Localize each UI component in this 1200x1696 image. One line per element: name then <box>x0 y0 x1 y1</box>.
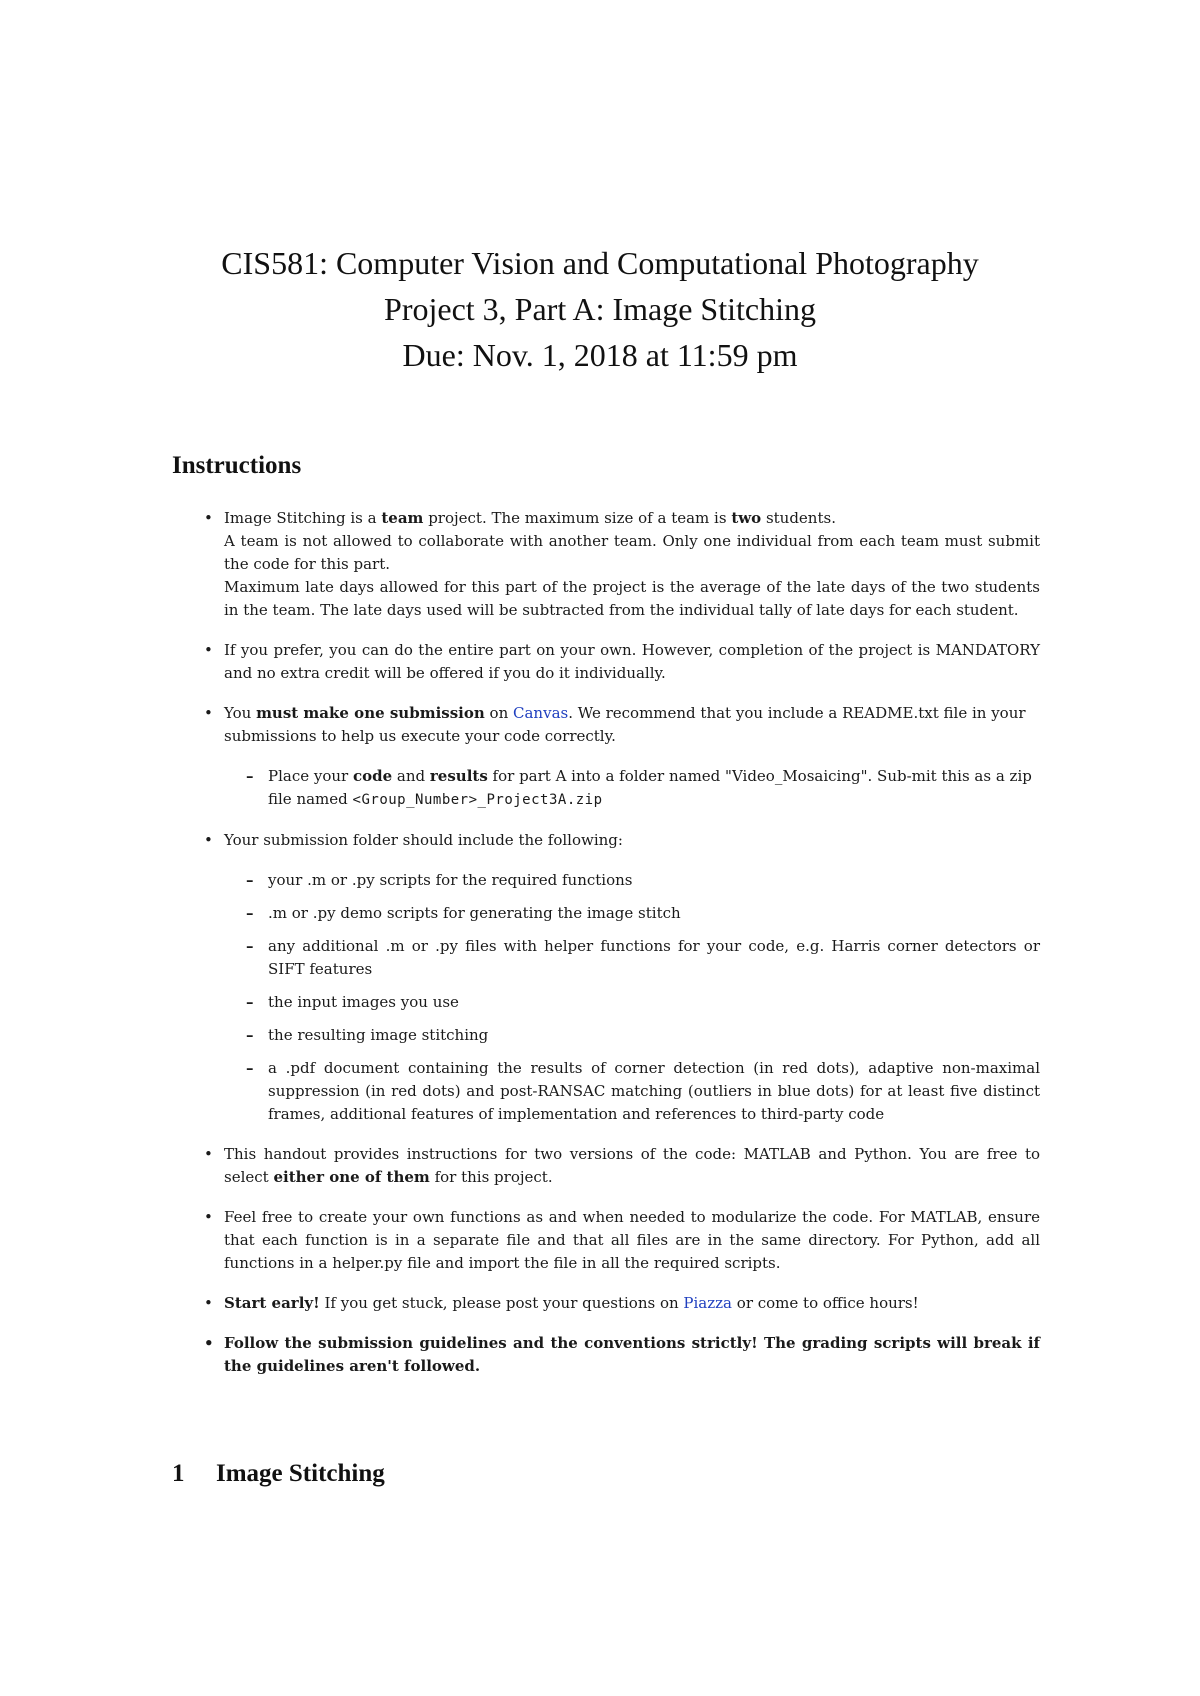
zip-filename: <Group_Number>_Project3A.zip <box>352 792 603 808</box>
individual-text: If you prefer, you can do the entire part on your own. However, completion of the project is MANDATORY and no extra credit will be offered if you do it individually. <box>224 641 1040 682</box>
bold-code: code <box>352 767 393 785</box>
guidelines-text: Follow the submission guidelines and the conventions strictly! The grading scripts will break if the guidelines aren't followed. <box>224 1334 1040 1375</box>
bold-either-one: either one of them <box>273 1168 430 1186</box>
bold-results: results <box>429 767 488 785</box>
folder-item: – the input images you use <box>224 991 1040 1014</box>
folder-item: – any additional .m or .py files with helper functions for your code, e.g. Harris corner detectors or SIFT features <box>224 935 1040 981</box>
folder-intro: Your submission folder should include the following: <box>224 831 623 849</box>
submission-sublist <box>224 765 1040 812</box>
section-title: Image Stitching <box>216 1460 385 1487</box>
folder-contents-list <box>224 869 1040 1126</box>
section-1-heading <box>172 1460 385 1488</box>
folder-item: – the resulting image stitching <box>224 1024 1040 1047</box>
list-item-start-early <box>200 1292 1040 1315</box>
bold-must-submit: must make one submission <box>256 704 485 722</box>
text-span: and <box>392 767 430 785</box>
list-item-individual <box>200 639 1040 685</box>
project-title: Project 3, Part A: Image Stitching <box>384 291 816 327</box>
list-item-functions <box>200 1206 1040 1275</box>
submission-text <box>224 704 1026 745</box>
text-span: If you get stuck, please post your questions on <box>319 1294 684 1312</box>
text-span: You <box>224 704 257 722</box>
folder-item: – .m or .py demo scripts for generating the image stitch <box>224 902 1040 925</box>
text-span: Image Stitching is a <box>224 509 382 527</box>
text-span: on <box>484 704 514 722</box>
due-date: Due: Nov. 1, 2018 at 11:59 pm <box>402 337 798 373</box>
folder-item: – your .m or .py scripts for the required functions <box>224 869 1040 892</box>
list-item-versions <box>200 1143 1040 1189</box>
list-item-guidelines <box>200 1332 1040 1378</box>
text-span: project. The maximum size of a team is <box>423 509 732 527</box>
bold-team: team <box>381 509 424 527</box>
instructions-list <box>200 507 1040 1378</box>
piazza-link[interactable]: Piazza <box>683 1294 733 1312</box>
title-block <box>0 240 1200 378</box>
team-line-3: Maximum late days allowed for this part of the project is the average of the late days of the two students in the team. The late days used will be subtracted from the individual tally of late days for each student. <box>224 578 1040 619</box>
team-line-1 <box>224 507 1040 530</box>
text-span: Place your <box>268 767 353 785</box>
instructions-body <box>200 507 1040 1395</box>
instructions-heading <box>172 452 301 480</box>
text-span: for part A into a folder named "Video_Mosaicing". Sub-mit this as a zip file named <box>268 767 1032 808</box>
text-span: This handout provides instructions for two versions of the code: MATLAB and Python. You are free to select <box>224 1145 1040 1186</box>
text-span: . We recommend that you include a README.txt file in your submissions to help us execute your code correctly. <box>224 704 1026 745</box>
text-span: or come to office hours! <box>732 1294 919 1312</box>
instructions-heading-text: Instructions <box>172 452 302 479</box>
text-span: students. <box>761 509 836 527</box>
folder-item: – a .pdf document containing the results of corner detection (in red dots), adaptive non-maximal suppression (in red dots) and post-RANSAC matching (outliers in blue dots) for at least five distinct frames, additional features of implementation and references to third-party code <box>224 1057 1040 1126</box>
course-title: CIS581: Computer Vision and Computational Photography <box>221 245 979 281</box>
list-item-folder-contents <box>200 829 1040 1126</box>
team-line-2: A team is not allowed to collaborate with another team. Only one individual from each team must submit the code for this part. <box>224 532 1040 573</box>
list-item-submission <box>200 702 1040 812</box>
functions-text: Feel free to create your own functions as and when needed to modularize the code. For MATLAB, ensure that each function is in a separate file and that all files are in the same directory. For Python, add all functions in a helper.py file and import the file in all the required scripts. <box>224 1208 1040 1272</box>
text-span: for this project. <box>429 1168 553 1186</box>
canvas-link[interactable]: Canvas <box>513 704 569 722</box>
bold-two: two <box>731 509 762 527</box>
list-item-team <box>200 507 1040 622</box>
sub-item-folder <box>224 765 1040 812</box>
bold-start-early: Start early! <box>224 1294 320 1312</box>
section-number: 1 <box>172 1460 185 1487</box>
